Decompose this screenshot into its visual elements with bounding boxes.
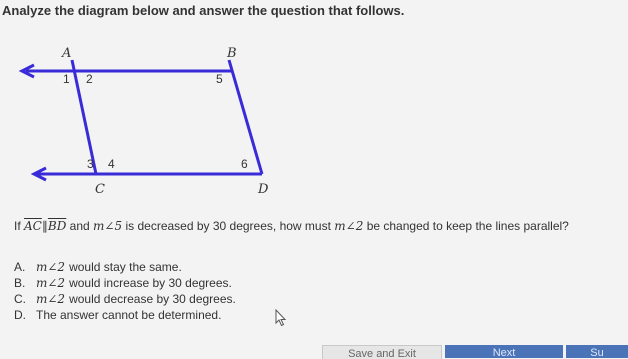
label-d: D (258, 182, 269, 197)
label-a: A (62, 46, 72, 61)
submit-button[interactable]: Su (566, 345, 628, 358)
choice-angle: m∠2 (36, 276, 66, 290)
question-and: and (69, 219, 90, 233)
angle-label-2: 2 (86, 72, 93, 86)
segment-bd: $\overline{BD}$ (47, 219, 67, 233)
segment-ac: $\overline{AC}$ (24, 219, 42, 233)
choice-c[interactable] (14, 291, 236, 307)
question-prompt: Analyze the diagram below and answer the question that follows. (2, 3, 405, 18)
save-and-exit-button[interactable]: Save and Exit (322, 345, 442, 359)
choice-letter: D. (14, 308, 26, 322)
angle-m2: m∠2 (334, 219, 364, 233)
parallel-symbol: ∥ (41, 219, 48, 233)
choice-letter: A. (14, 260, 26, 274)
question-text (14, 219, 569, 233)
question-middle: is decreased by 30 degrees, how must (125, 219, 331, 233)
choice-letter: B. (14, 276, 26, 290)
angle-label-6: 6 (241, 157, 248, 171)
angle-m5: m∠5 (93, 219, 123, 233)
choice-d[interactable] (14, 307, 236, 323)
angle-label-5: 5 (216, 72, 223, 86)
choice-letter: C. (14, 292, 26, 306)
choice-text: would increase by 30 degrees. (69, 276, 232, 290)
label-b: B (227, 46, 237, 61)
choice-b[interactable] (14, 275, 236, 291)
choice-text: would stay the same. (69, 260, 182, 274)
choice-a[interactable] (14, 259, 236, 275)
choice-text: would decrease by 30 degrees. (69, 292, 236, 306)
choice-angle: m∠2 (36, 292, 66, 306)
question-if: If (14, 219, 21, 233)
question-end: be changed to keep the lines parallel? (366, 219, 569, 233)
angle-label-3: 3 (87, 157, 94, 171)
angle-label-4: 4 (108, 157, 115, 171)
mouse-cursor-icon (275, 309, 287, 327)
next-button[interactable]: Next (445, 345, 563, 358)
answer-choices (14, 259, 236, 323)
choice-text: The answer cannot be determined. (36, 308, 222, 322)
choice-angle: m∠2 (36, 260, 66, 274)
label-c: C (95, 182, 105, 197)
angle-label-1: 1 (63, 72, 70, 86)
